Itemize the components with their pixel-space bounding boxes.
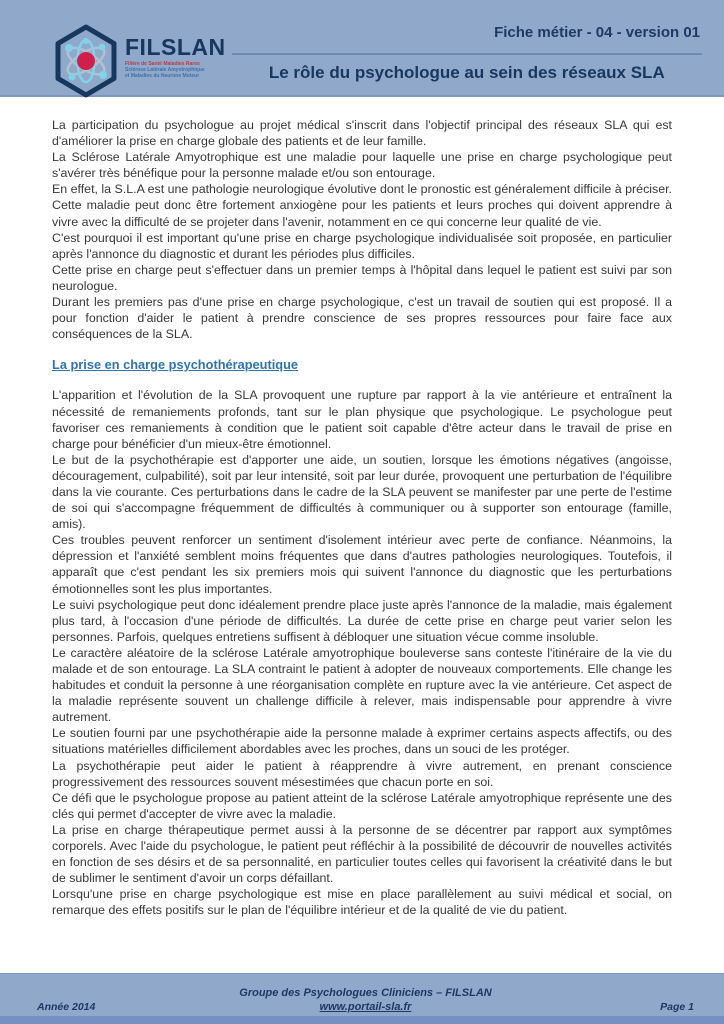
footer-group-name: Groupe des Psychologues Cliniciens – FILSLAN <box>239 987 492 999</box>
footer-center-block <box>157 986 574 1014</box>
page-title: Le rôle du psychologue au sein des réseaux SLA <box>268 63 665 82</box>
paragraph: Le caractère aléatoire de la sclérose Latérale amyotrophique bouleverse sans conteste l'itinéraire de la vie du malade et de son entourage. La SLA contraint le patient à adopter de nouveaux comportements. Elle change les habitudes et conduit la personne à une réorganisation complète en rupture avec la vie antérieure. Cet aspect de la maladie représente souvent un challenge difficile à relever, mais indispensable pour apprendre à vivre autrement. <box>52 645 672 725</box>
paragraph: Ces troubles peuvent renforcer un sentiment d'isolement intérieur avec perte de confiance. Néanmoins, la dépression et l'anxiété semblent moins fréquentes que dans d'autres pathologies neurologiques. Toutefois, il apparaît que c'est pendant les six premiers mois qui suivent l'annonce du diagnostic que les perturbations émotionnelles sont les plus importantes. <box>52 533 672 596</box>
paragraph: Cette prise en charge peut s'effectuer dans un premier temps à l'hôpital dans lequel le patient est suivi par son neurologue. <box>52 262 672 293</box>
logo-tagline-line: Sclérose Latérale Amyotrophique <box>125 67 205 73</box>
header-right-cell <box>232 0 702 83</box>
paragraph: La participation du psychologue au projet médical s'inscrit dans l'objectif principal des réseaux SLA qui est d'améliorer la prise en charge globale des patients et de leur famille. <box>52 118 672 149</box>
footer-year: Année 2014 <box>37 1001 96 1013</box>
logo-text-block <box>125 35 226 98</box>
doc-reference: Fiche métier - 04 - version 01 <box>232 0 702 55</box>
logo-tagline-line: Filière de Santé Maladies Rares <box>125 61 200 67</box>
paragraph: En effet, la S.L.A est une pathologie neurologique évolutive dont le pronostic est généralement difficile à préciser. Cette maladie peut donc être fortement anxiogène pour les patients et leurs proches qui doivent apprendre à vivre avec la difficulté de se projeter dans l'avenir, notamment en ce qui concerne leur qualité de vie. <box>52 182 672 229</box>
paragraph: C'est pourquoi il est important qu'une prise en charge psychologique individualisée soit proposée, en particulier après l'annonce du diagnostic et durant les périodes plus difficiles. <box>52 230 672 261</box>
filslan-logo <box>54 24 226 98</box>
paragraph: La Sclérose Latérale Amyotrophique est une maladie pour laquelle une prise en charge psychologique peut s'avérer très bénéfique pour la personne malade et/ou son entourage. <box>52 150 672 181</box>
document-body <box>0 97 724 973</box>
logo-tagline <box>125 61 226 79</box>
paragraph: La psychothérapie peut aider le patient à réapprendre à vivre autrement, en prenant conscience progressivement des ressources souvent mésestimées que chacun porte en soi. <box>52 758 672 789</box>
paragraph: Le soutien fourni par une psychothérapie aide la personne malade à exprimer certains aspects affectifs, ou des situations matérielles difficilement abordables avec les proches, dans un souci de les protéger. <box>52 726 672 757</box>
paragraph: Durant les premiers pas d'une prise en charge psychologique, c'est un travail de soutien qui est proposé. Il a pour fonction d'aider le patient à prendre conscience de ses propres ressources pour faire face aux conséquences de la SLA. <box>52 295 672 342</box>
logo-wordmark: FILSLAN <box>125 34 226 60</box>
page-footer <box>0 973 724 1024</box>
paragraph: Le suivi psychologique peut donc idéalement prendre place juste après l'annonce de la maladie, mais également plus tard, à l'occasion d'une période de difficultés. La durée de cette prise en charge peut varier selon les personnes. Parfois, quelques entretiens suffisent à débloquer une situation vécue comme insoluble. <box>52 597 672 644</box>
filslan-hexagon-atom-icon <box>54 24 118 98</box>
paragraph: Lorsqu'une prise en charge psychologique est mise en place parallèlement au suivi médical et social, on remarque des effets positifs sur le plan de l'équilibre intérieur et de la qualité de vie du patient. <box>52 887 672 918</box>
footer-page-number: Page 1 <box>660 1001 694 1013</box>
paragraph: Le but de la psychothérapie est d'apporter une aide, un soutien, lorsque les émotions négatives (angoisse, découragement, culpabilité), soit par leur intensité, soit par leur durée, provoquent une perturbation de l'équilibre dans la vie courante. Ces perturbations dans le cadre de la SLA peuvent se manifester par une perte de l'estime de soi qui s'accompagne fréquemment de difficultés à communiquer ou à supporter son entourage (famille, amis). <box>52 452 672 532</box>
logo-tagline-line: et Maladies du Neurone Moteur <box>125 73 200 79</box>
section-heading: La prise en charge psychothérapeutique <box>52 357 299 373</box>
paragraph: La prise en charge thérapeutique permet aussi à la personne de se décentrer par rapport aux symptômes corporels. Avec l'aide du psychologue, le patient peut réfléchir à la possibilité de découvrir de nouvelles activités en fonction de ses désirs et de sa personnalité, en particulier toutes celles qui favorisent la créativité dans le but de sublimer le sentiment d'avoir un corps défaillant. <box>52 822 672 886</box>
paragraph: Ce défi que le psychologue propose au patient atteint de la sclérose Latérale amyotrophique représente une des clés qui permet d'accepter de vivre avec la maladie. <box>52 790 672 821</box>
footer-website-link[interactable]: www.portail-sla.fr <box>319 1001 412 1013</box>
page-header <box>0 0 724 97</box>
paragraph: L'apparition et l'évolution de la SLA provoquent une rupture par rapport à la vie antérieure et entraînent la nécessité de remaniements profonds, tant sur le plan physique que psychologique. Le psychologue peut favoriser ces remaniements à condition que le patient soit capable d'être acteur dans le travail de prise en charge pour bénéficier d'un mieux-être émotionnel. <box>52 388 672 451</box>
